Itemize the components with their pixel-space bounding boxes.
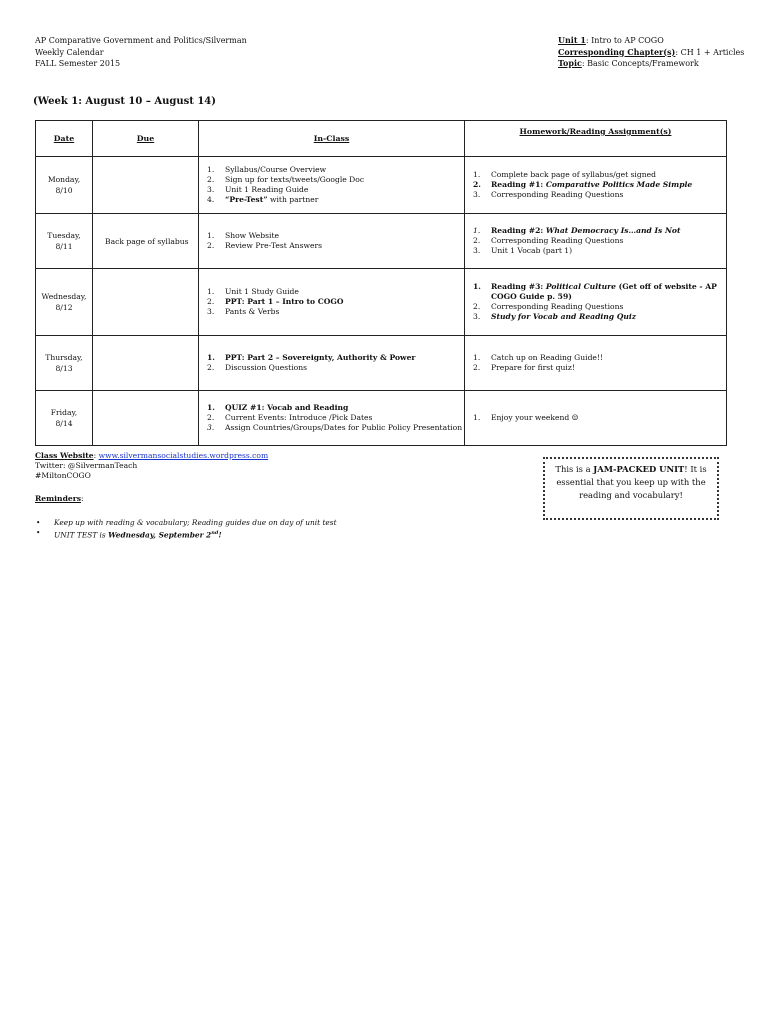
in-class-list xyxy=(207,231,463,251)
item-text: Current Events: Introduce /Pick Dates xyxy=(225,413,373,422)
in-class-cell xyxy=(199,269,465,336)
item-number: 3. xyxy=(207,423,215,432)
day-date: 8/10 xyxy=(55,186,73,195)
list-item xyxy=(473,170,725,180)
list-item xyxy=(207,175,463,185)
list-item xyxy=(207,287,463,297)
in-class-cell xyxy=(199,336,465,391)
date-cell xyxy=(36,336,93,391)
list-item xyxy=(473,363,725,373)
bullet-icon: • xyxy=(36,528,41,537)
week-title: (Week 1: August 10 – August 14) xyxy=(33,96,216,107)
item-text: Reading #3: Political Culture (Get off of website - AP COGO Guide p. 59) xyxy=(491,282,717,301)
homework-list xyxy=(473,353,725,373)
list-item xyxy=(473,236,725,246)
item-text: Prepare for first quiz! xyxy=(491,363,575,372)
semester: FALL Semester 2015 xyxy=(35,59,121,68)
weekly-calendar-table xyxy=(35,120,727,446)
item-text: Complete back page of syllabus/get signed xyxy=(491,170,656,179)
item-number: 3. xyxy=(473,246,481,255)
item-text: Discussion Questions xyxy=(225,363,308,372)
item-number: 1. xyxy=(207,165,215,174)
item-text: Unit 1 Reading Guide xyxy=(225,185,309,194)
reminders-list xyxy=(35,518,337,540)
item-number: 2. xyxy=(473,180,481,189)
list-item xyxy=(207,195,463,205)
list-item xyxy=(207,353,463,363)
list-item: • Keep up with reading & vocabulary; Reading guides due on day of unit test xyxy=(36,518,337,527)
day-name: Monday, xyxy=(47,175,81,184)
item-number: 1. xyxy=(473,282,481,291)
hashtag: #MiltonCOGO xyxy=(35,471,91,480)
day-date: 8/12 xyxy=(55,303,73,312)
due-cell xyxy=(93,391,199,446)
table-row xyxy=(36,214,727,269)
day-date: 8/11 xyxy=(55,242,73,251)
list-item xyxy=(473,302,725,312)
item-text: Corresponding Reading Questions xyxy=(491,190,624,199)
chapter-line: Corresponding Chapter(s): CH 1 + Articles xyxy=(558,46,745,57)
date-cell xyxy=(36,214,93,269)
in-class-list xyxy=(207,403,463,433)
due-cell xyxy=(93,157,199,214)
table-row xyxy=(36,336,727,391)
in-class-cell xyxy=(199,157,465,214)
item-text: Sign up for texts/tweets/Google Doc xyxy=(225,175,365,184)
list-item xyxy=(207,231,463,241)
date-cell xyxy=(36,269,93,336)
homework-list xyxy=(473,226,725,256)
course-header xyxy=(35,35,247,70)
item-number: 2. xyxy=(207,413,215,422)
jam-packed-callout: This is a JAM-PACKED UNIT! It is essential that you keep up with the reading and vocabulary! xyxy=(543,457,719,520)
date-cell xyxy=(36,391,93,446)
list-item: • UNIT TEST is Wednesday, September 2nd! xyxy=(36,528,222,540)
bullet-icon: • xyxy=(36,518,41,527)
due-cell xyxy=(93,269,199,336)
table-header-row xyxy=(36,121,727,157)
item-number: 1. xyxy=(207,403,215,412)
header-due: Due xyxy=(93,121,199,157)
list-item xyxy=(473,190,725,200)
item-text: Show Website xyxy=(225,231,279,240)
homework-list xyxy=(473,413,725,423)
day-name: Thursday, xyxy=(45,353,83,362)
item-number: 2. xyxy=(473,363,481,372)
item-text: Syllabus/Course Overview xyxy=(225,165,327,174)
item-number: 2. xyxy=(207,175,215,184)
list-item xyxy=(473,246,725,256)
topic-line: Topic: Basic Concepts/Framework xyxy=(558,58,699,68)
list-item xyxy=(473,180,725,190)
course-title: AP Comparative Government and Politics/Silverman xyxy=(35,36,247,45)
item-text: Study for Vocab and Reading Quiz xyxy=(491,312,637,321)
homework-cell xyxy=(465,336,727,391)
item-text: Unit 1 Vocab (part 1) xyxy=(491,246,573,255)
website-line: Class Website: www.silvermansocialstudies.wordpress.com xyxy=(35,451,269,460)
list-item xyxy=(207,363,463,373)
list-item xyxy=(473,282,725,302)
due-cell: Back page of syllabus xyxy=(93,214,199,269)
item-text: Reading #1: Comparative Politics Made Simple xyxy=(491,180,693,189)
item-number: 1. xyxy=(207,287,215,296)
homework-cell xyxy=(465,391,727,446)
list-item xyxy=(473,312,725,322)
calendar-type: Weekly Calendar xyxy=(35,47,104,57)
list-item xyxy=(207,307,463,317)
item-number: 1. xyxy=(473,170,481,179)
item-number: 1. xyxy=(473,413,481,422)
item-number: 4. xyxy=(207,195,215,204)
in-class-list xyxy=(207,287,463,317)
item-number: 1. xyxy=(207,231,215,240)
class-info xyxy=(35,451,268,481)
item-text: Catch up on Reading Guide!! xyxy=(491,353,604,362)
date-cell xyxy=(36,157,93,214)
in-class-cell xyxy=(199,214,465,269)
item-number: 3. xyxy=(473,190,481,199)
list-item xyxy=(207,241,463,251)
item-number: 3. xyxy=(207,307,215,316)
list-item xyxy=(207,185,463,195)
in-class-list xyxy=(207,165,463,205)
day-date: 8/13 xyxy=(55,364,73,373)
homework-cell xyxy=(465,157,727,214)
item-text: QUIZ #1: Vocab and Reading xyxy=(225,403,349,412)
in-class-list xyxy=(207,353,463,373)
homework-list xyxy=(473,282,725,322)
homework-cell xyxy=(465,214,727,269)
item-number: 2. xyxy=(473,302,481,311)
day-name: Wednesday, xyxy=(41,292,87,301)
item-number: 3. xyxy=(207,185,215,194)
item-text: Corresponding Reading Questions xyxy=(491,302,624,311)
item-text: Corresponding Reading Questions xyxy=(491,236,624,245)
unit-line: Unit 1: Intro to AP COGO xyxy=(558,35,664,45)
reminders-heading: Reminders: xyxy=(35,494,84,503)
homework-list xyxy=(473,170,725,200)
item-number: 1. xyxy=(473,226,481,235)
in-class-cell xyxy=(199,391,465,446)
unit-info xyxy=(558,35,744,70)
table-row xyxy=(36,269,727,336)
table-row xyxy=(36,157,727,214)
day-date: 8/14 xyxy=(55,419,73,428)
list-item xyxy=(207,165,463,175)
item-text: Review Pre-Test Answers xyxy=(225,241,322,250)
list-item xyxy=(473,226,725,236)
header-date: Date xyxy=(36,121,93,157)
item-number: 1. xyxy=(207,353,215,362)
header-homework: Homework/Reading Assignment(s) xyxy=(465,121,727,157)
item-number: 2. xyxy=(473,236,481,245)
list-item xyxy=(207,297,463,307)
item-number: 2. xyxy=(207,297,215,306)
homework-cell xyxy=(465,269,727,336)
list-item xyxy=(207,403,463,413)
list-item xyxy=(473,353,725,363)
item-number: 3. xyxy=(473,312,481,321)
item-text: Unit 1 Study Guide xyxy=(225,287,299,296)
due-cell xyxy=(93,336,199,391)
item-text: Assign Countries/Groups/Dates for Public Policy Presentation xyxy=(225,423,463,432)
list-item xyxy=(473,413,725,423)
item-text: Pants & Verbs xyxy=(225,307,280,316)
header-in-class: In-Class xyxy=(199,121,465,157)
class-website-link[interactable]: www.silvermansocialstudies.wordpress.com xyxy=(98,451,269,460)
item-text: PPT: Part 1 – Intro to COGO xyxy=(225,297,344,306)
item-number: 1. xyxy=(473,353,481,362)
twitter-handle: Twitter: @SilvermanTeach xyxy=(35,461,138,470)
item-number: 2. xyxy=(207,363,215,372)
day-name: Friday, xyxy=(50,408,78,417)
table-row xyxy=(36,391,727,446)
day-name: Tuesday, xyxy=(47,231,81,240)
list-item xyxy=(207,413,463,423)
item-text: Enjoy your weekend ☺ xyxy=(491,413,579,422)
item-number: 2. xyxy=(207,241,215,250)
item-text: Reading #2: What Democracy Is…and Is Not xyxy=(491,226,681,235)
item-text: “Pre-Test” with partner xyxy=(225,195,319,204)
list-item xyxy=(207,423,463,433)
item-text: PPT: Part 2 – Sovereignty, Authority & Power xyxy=(225,353,416,362)
